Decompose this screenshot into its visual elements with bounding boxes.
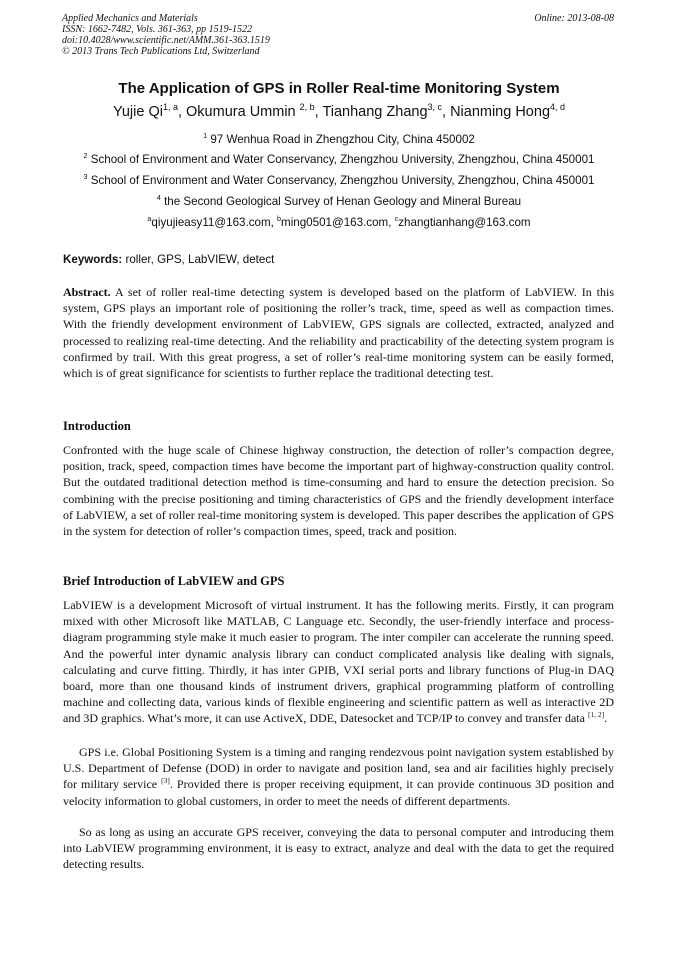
labview-end: .: [604, 711, 608, 726]
affiliation-mark: 3: [83, 172, 88, 182]
affiliation-4: [0, 195, 678, 209]
keywords-label: Keywords:: [63, 253, 123, 266]
citation-ref: [3]: [161, 776, 170, 786]
copyright-line: © 2013 Trans Tech Publications Ltd, Switzerland: [62, 46, 260, 57]
author-affiliation-mark: 3, c: [427, 102, 442, 113]
affiliation-text: School of Environment and Water Conservancy, Zhengzhou University, Zhengzhou, China 450001: [87, 153, 595, 166]
author-affiliation-mark: 1, a: [162, 102, 178, 113]
paper-title: The Application of GPS in Roller Real-time Monitoring System: [118, 80, 560, 97]
author-name: Yujie Qi: [112, 104, 163, 120]
labview-paragraph: [63, 597, 614, 727]
affiliation-1: [0, 133, 678, 147]
receiver-paragraph: So as long as using an accurate GPS receiver, conveying the data to personal computer and introducing them into LabVIEW programming environment, it is easy to extract, analyze and deal with the data to get the required detecting results.: [63, 825, 614, 872]
author-list: Yujie Qi$^{1, a}$, Okumura Ummin $^{2, b}$, Tianhang Zhang$^{3, c}$, Nianming Hong$^{4, d}$: [112, 102, 566, 120]
affiliation-3: [0, 174, 678, 188]
email-list: [0, 216, 678, 230]
email-address: ming0501@163.com,: [281, 216, 395, 229]
author-affiliation-mark: 4, d: [550, 102, 566, 113]
email-address: qiyujieasy11@163.com,: [151, 216, 278, 229]
brief-intro-heading: Brief Introduction of LabVIEW and GPS: [63, 574, 285, 588]
affiliation-mark: 1: [203, 131, 208, 141]
affiliation-text: School of Environment and Water Conservancy, Zhengzhou University, Zhengzhou, China 450001: [87, 174, 595, 187]
abstract-text: A set of roller real-time detecting system is developed based on the platform of LabVIEW. In this system, GPS plays an important role of positioning the roller’s track, time, speed as well as compaction times. With the friendly development environment of LabVIEW, GPS signals are collected, extracted, analyzed and processed to realizing real-time detecting. And the reliability and practicability of the detecting system program is confirmed by trail. With this great progress, a set of roller’s real-time monitoring system can be easily formed, which is of great significance for scientists to further replace the traditional detecting test.: [63, 285, 614, 381]
author-affiliation-mark: 2, b: [299, 102, 315, 113]
author-name: Tianhang Zhang: [322, 104, 428, 120]
email-mark: b: [277, 214, 282, 224]
affiliation-text: 97 Wenhua Road in Zhengzhou City, China 450002: [207, 133, 475, 146]
gps-end: . Provided there is proper receiving equipment, it can provide continuous 3D position and velocity information to global customers, in order to meet the needs of different departments.: [63, 777, 614, 808]
issn-line: ISSN: 1662-7482, Vols. 361-363, pp 1519-1522: [62, 24, 252, 35]
author-name: Nianming Hong: [450, 104, 551, 120]
email-mark: c: [394, 214, 399, 224]
affiliation-mark: 4: [156, 193, 161, 203]
introduction-paragraph: Confronted with the huge scale of Chinese highway construction, the detection of roller’s compaction degree, position, track, speed, compaction times have become the important part of highway-construction quality control. But the outdated traditional detection method is time-consuming and hard to ensure the detection precision. So combining with the precise positioning and timing characteristics of GPS and the friendly development interface of LabVIEW, a set of roller real-time monitoring system is developed. This paper describes the application of GPS in the system for detection of roller’s compaction times, speed, track and position.: [63, 443, 614, 539]
journal-name: Applied Mechanics and Materials: [62, 13, 198, 24]
gps-text: GPS i.e. Global Positioning System is a timing and ranging rendezvous point navigation system established by U.S. Department of Defense (DOD) in order to navigate and position land, sea and air facilities highly precisely for military service: [63, 745, 614, 792]
doi-line: doi:10.4028/www.scientific.net/AMM.361-363.1519: [62, 35, 270, 46]
citation-ref: [1, 2]: [587, 710, 605, 720]
journal-header: [62, 13, 270, 57]
abstract: [63, 284, 614, 381]
introduction-heading: Introduction: [63, 419, 131, 433]
keywords-text: roller, GPS, LabVIEW, detect: [122, 253, 275, 266]
author-name: Okumura Ummin: [186, 104, 300, 120]
gps-paragraph: [63, 744, 614, 809]
email-address: zhangtianhang@163.com: [398, 216, 531, 229]
affiliation-mark: 2: [83, 151, 88, 161]
online-date: Online: 2013-08-08: [534, 13, 614, 24]
affiliation-text: the Second Geological Survey of Henan Geology and Mineral Bureau: [160, 195, 522, 208]
email-mark: a: [147, 214, 152, 224]
keywords: [63, 253, 274, 266]
abstract-label: Abstract.: [63, 285, 111, 299]
labview-text: LabVIEW is a development Microsoft of virtual instrument. It has the following merits. Firstly, it can program mixed with other Microsoft like MATLAB, C Language etc. Secondly, the user-friendly interface and process-diagram programming style make it much easier to program. The inter compiler can accelerate the running speed. And the powerful inter dynamic analysis library can conduct complicated analysis like dealing with signals, calculating and curve fitting. Thirdly, it has inter GPIB, VXI serial ports and library functions of Plug-in DAQ board, more than one thousand kinds of instrument drivers, graphical programming platform of controlling machine and collecting data, various kinds of flexible engineering and scientific pattern as well as interactive 2D and 3D graphics. What’s more, it can use ActiveX, DDE, Datesocket and TCP/IP to convey and transfer data: [63, 598, 614, 726]
affiliation-2: [0, 153, 678, 167]
